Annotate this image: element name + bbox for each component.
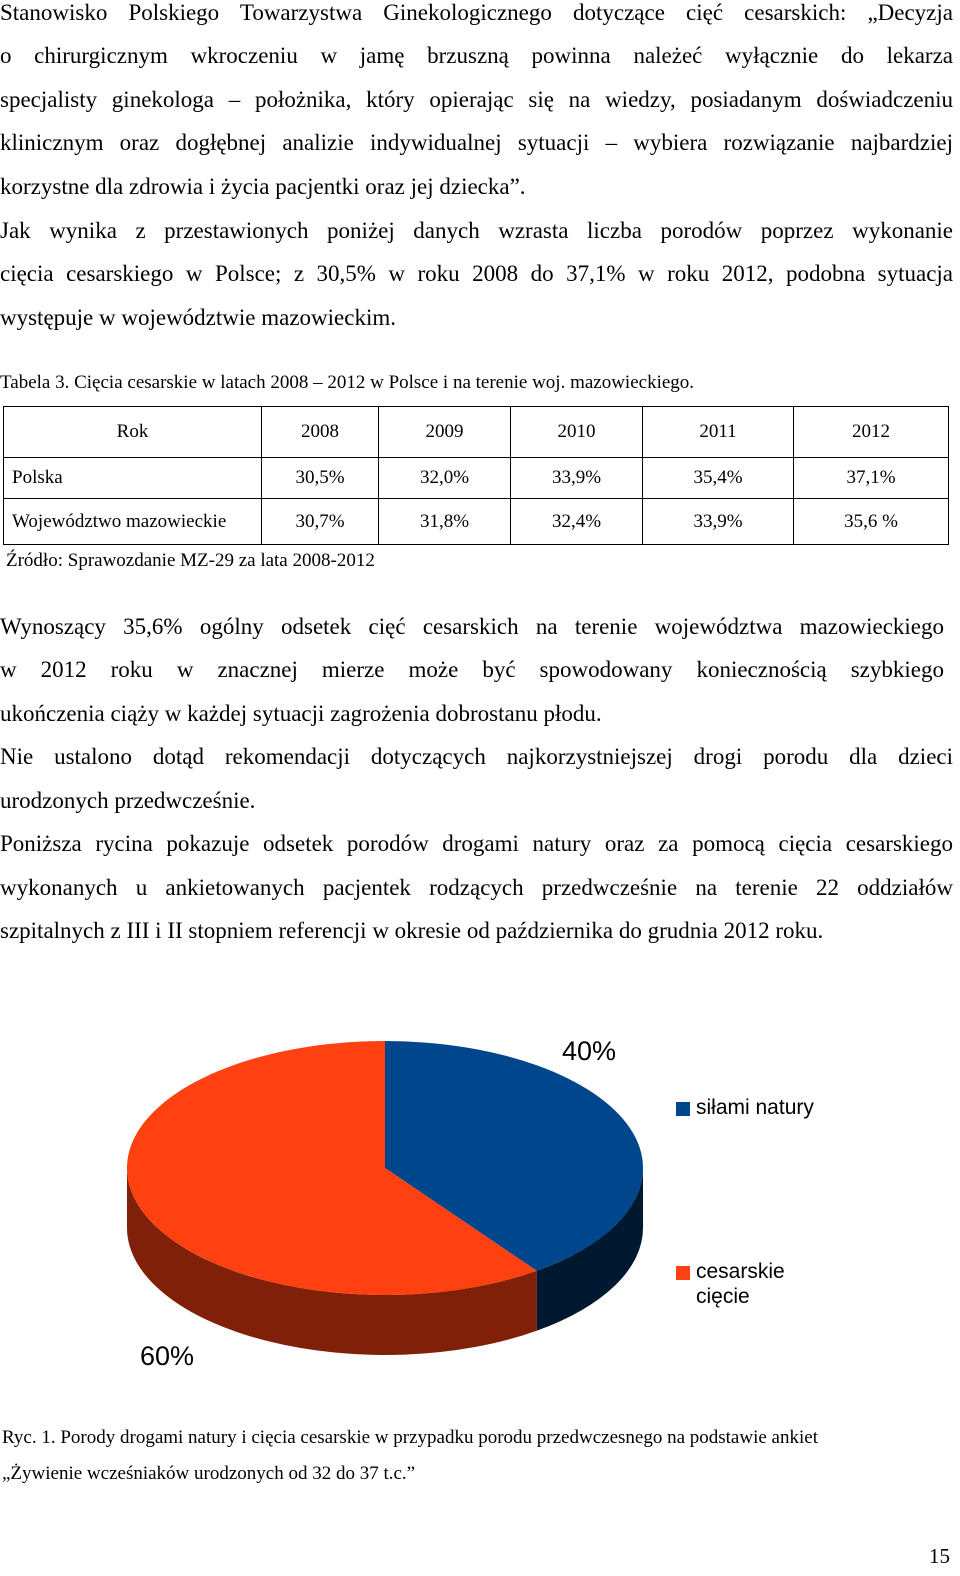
table-source (6, 550, 375, 572)
legend-swatch (676, 1102, 690, 1116)
table-header-cell: 2010 (511, 407, 643, 458)
table-row (4, 499, 949, 545)
table-cell: 33,9% (511, 458, 643, 499)
table-row-label: Województwo mazowieckie (4, 499, 262, 545)
table-row (4, 458, 949, 499)
paragraph-line: występuje w województwie mazowieckim. (0, 305, 396, 330)
paragraph-line: Stanowisko Polskiego Towarzystwa Ginekologicznego dotyczące cięć cesarskich: „Decyzja (0, 0, 953, 25)
table-header-cell: 2012 (794, 407, 949, 458)
legend-swatch (676, 1266, 690, 1280)
paragraph-line: korzystne dla zdrowia i życia pacjentki oraz jej dziecka”. (0, 174, 526, 199)
paragraph-line: ukończenia ciąży w każdej sytuacji zagrożenia dobrostanu płodu. (0, 701, 602, 726)
paragraph-line: urodzonych przedwcześnie. (0, 788, 256, 813)
table-header-cell: 2009 (379, 407, 511, 458)
paragraph-line: klinicznym oraz dogłębnej analizie indywidualnej sytuacji – wybiera rozwiązanie najbardziej (0, 130, 953, 155)
table-header-cell: Rok (4, 407, 262, 458)
table-header-cell: 2008 (262, 407, 379, 458)
slice-label-natural: 40% (562, 1036, 617, 1066)
figure-caption: „Żywienie wcześniaków urodzonych od 32 do 37 t.c.” (2, 1463, 416, 1484)
table-caption: Tabela 3. Cięcia cesarskie w latach 2008 – 2012 w Polsce i na terenie woj. mazowieckiego. (0, 372, 695, 393)
table-header-cell: 2011 (643, 407, 794, 458)
paragraph-line: Poniższa rycina pokazuje odsetek porodów drogami natury oraz za pomocą cięcia cesarskiego (0, 831, 953, 856)
paragraph-line: o chirurgicznym wkroczeniu w jamę brzuszną powinna należeć wyłącznie do lekarza (0, 43, 953, 68)
table-cell: 32,0% (379, 458, 511, 499)
table-cell: 32,4% (511, 499, 643, 545)
paragraph-line: w 2012 roku w znacznej mierze może być spowodowany koniecznością szybkiego (0, 657, 944, 682)
legend-label: cesarskie cięcie (696, 1260, 785, 1308)
table-row-label: Polska (4, 458, 262, 499)
table-cell: 30,5% (262, 458, 379, 499)
table-header-row (4, 407, 949, 458)
legend-label: siłami natury (696, 1096, 814, 1119)
table-cell: 30,7% (262, 499, 379, 545)
source-text: Sprawozdanie MZ-29 za lata 2008-2012 (63, 550, 375, 571)
table-cell: 31,8% (379, 499, 511, 545)
table-cell: 35,6 % (794, 499, 949, 545)
paragraph-line: Wynoszący 35,6% ogólny odsetek cięć cesarskich na terenie województwa mazowieckiego (0, 614, 944, 639)
pie-tops (127, 1041, 643, 1295)
paragraph-line: wykonanych u ankietowanych pacjentek rodzących przedwcześnie na terenie 22 oddziałów (0, 875, 953, 900)
page-number: 15 (929, 1544, 950, 1568)
paragraph-line: Jak wynika z przestawionych poniżej danych wzrasta liczba porodów poprzez wykonanie (0, 218, 953, 243)
slice-label-cesarean: 60% (140, 1341, 195, 1371)
paragraph-line: Nie ustalono dotąd rekomendacji dotyczących najkorzystniejszej drogi porodu dla dzieci (0, 744, 953, 769)
table-cell: 37,1% (794, 458, 949, 499)
data-table (3, 406, 949, 545)
figure-caption: Ryc. 1. Porody drogami natury i cięcia cesarskie w przypadku porodu przedwczesnego na podstawie ankiet (2, 1427, 818, 1448)
source-prefix: Źródło: (6, 550, 63, 571)
paragraph-line: cięcia cesarskiego w Polsce; z 30,5% w roku 2008 do 37,1% w roku 2012, podobna sytuacja (0, 261, 953, 286)
paragraph-line: szpitalnych z III i II stopniem referencji w okresie od października do grudnia 2012 roku. (0, 918, 824, 943)
paragraph-line: specjalisty ginekologa – położnika, który opierając się na wiedzy, posiadanym doświadczeniu (0, 87, 953, 112)
table-cell: 35,4% (643, 458, 794, 499)
table-cell: 33,9% (643, 499, 794, 545)
